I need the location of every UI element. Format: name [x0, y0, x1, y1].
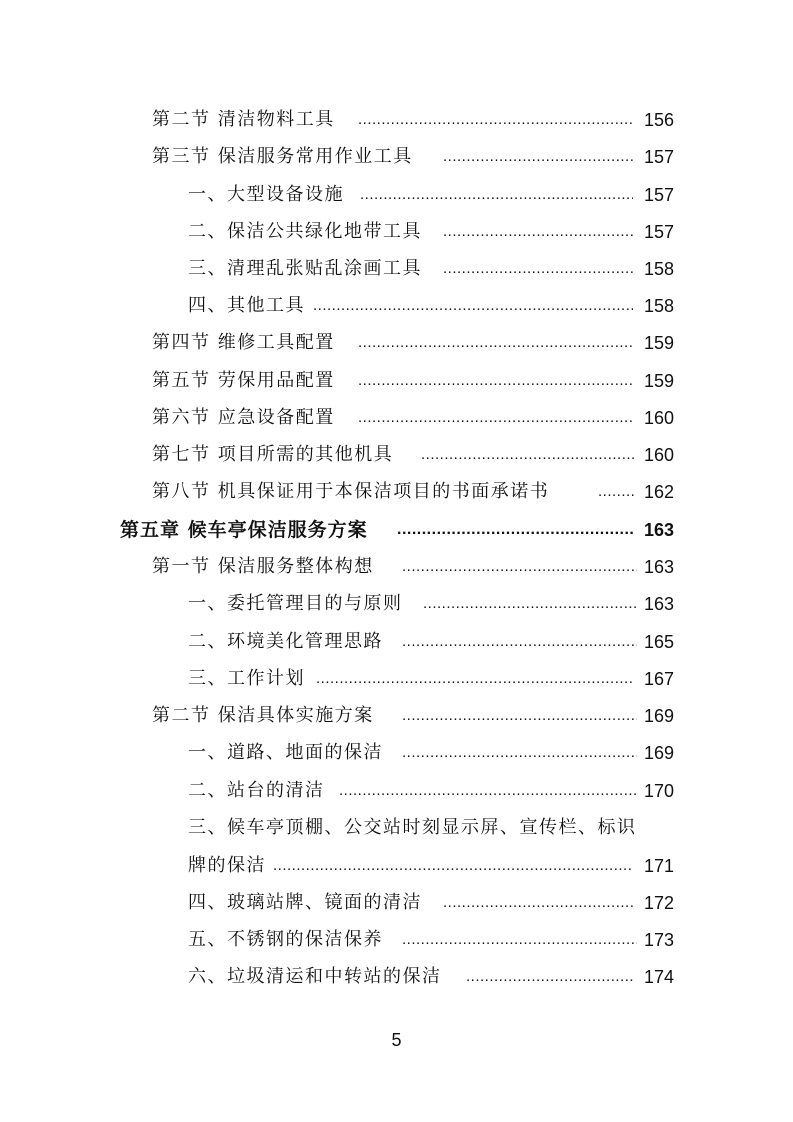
toc-entry-title: 第三节 保洁服务常用作业工具 — [152, 146, 413, 167]
dot-leader — [397, 515, 633, 545]
toc-entry-title: 二、站台的清洁 — [188, 780, 325, 801]
toc-entry-title: 四、玻璃站牌、镜面的清洁 — [188, 892, 422, 913]
toc-entry-page: 159 — [643, 371, 674, 391]
toc-entry-continuation: 牌的保洁 — [188, 855, 266, 876]
toc-entry[interactable] — [0, 180, 793, 210]
dot-leader — [358, 105, 633, 135]
dot-leader — [358, 328, 633, 358]
toc-entry-title: 四、其他工具 — [188, 295, 305, 316]
toc-entry[interactable] — [0, 440, 793, 470]
toc-entry-page: 160 — [643, 408, 674, 428]
toc-entry-page: 173 — [643, 930, 674, 950]
toc-entry-title: 五、不锈钢的保洁保养 — [188, 929, 383, 950]
toc-entry-title: 第六节 应急设备配置 — [152, 407, 335, 428]
toc-entry-page: 174 — [643, 967, 674, 987]
toc-entry-page: 163 — [643, 520, 674, 540]
dot-leader — [339, 776, 637, 806]
toc-entry-page: 158 — [643, 259, 674, 279]
dot-leader — [316, 664, 633, 694]
toc-entry-title: 第七节 项目所需的其他机具 — [152, 444, 394, 465]
dot-leader — [273, 851, 633, 881]
toc-entry-title: 六、垃圾清运和中转站的保洁 — [188, 966, 442, 987]
toc-entry-page: 172 — [643, 893, 674, 913]
toc-entry[interactable] — [0, 627, 793, 657]
toc-entry-page: 159 — [643, 333, 674, 353]
toc-entry-title: 第二节 保洁具体实施方案 — [152, 705, 374, 726]
toc-entry-page: 160 — [643, 445, 674, 465]
toc-entry[interactable] — [0, 962, 793, 992]
dot-leader — [443, 142, 633, 172]
toc-entry-title: 三、候车亭顶棚、公交站时刻显示屏、宣传栏、标识 — [188, 817, 637, 838]
toc-entry-page: 169 — [643, 706, 674, 726]
toc-entry-title: 第二节 清洁物料工具 — [152, 109, 335, 130]
toc-entry-continuation-row — [0, 851, 793, 881]
toc-entry[interactable] — [0, 254, 793, 284]
toc-entry-title: 三、工作计划 — [188, 668, 305, 689]
toc-entry[interactable] — [0, 589, 793, 619]
toc-entry[interactable] — [0, 664, 793, 694]
dot-leader — [402, 925, 637, 955]
toc-entry-page: 162 — [643, 482, 674, 502]
toc-entry-title: 二、保洁公共绿化地带工具 — [188, 221, 422, 242]
toc-chapter-entry[interactable] — [0, 515, 793, 545]
toc-entry-title: 一、大型设备设施 — [188, 184, 344, 205]
toc-entry-page: 170 — [643, 781, 674, 801]
toc-entry-page: 163 — [643, 557, 674, 577]
toc-entry[interactable] — [0, 925, 793, 955]
toc-entry-page: 163 — [643, 594, 674, 614]
toc-entry-title: 第五章 候车亭保洁服务方案 — [120, 519, 368, 541]
toc-entry-page: 171 — [643, 856, 674, 876]
dot-leader — [360, 180, 633, 210]
toc-entry[interactable] — [0, 552, 793, 582]
dot-leader — [598, 477, 634, 507]
dot-leader — [466, 962, 633, 992]
toc-entry-title: 第八节 机具保证用于本保洁项目的书面承诺书 — [152, 481, 550, 502]
toc-entry-title: 一、道路、地面的保洁 — [188, 742, 383, 763]
toc-entry[interactable] — [0, 366, 793, 396]
page-number: 5 — [391, 1030, 402, 1050]
toc-entry[interactable] — [0, 291, 793, 321]
dot-leader — [402, 738, 637, 768]
toc-entry-page: 157 — [643, 147, 674, 167]
dot-leader — [421, 440, 637, 470]
dot-leader — [443, 888, 633, 918]
dot-leader — [402, 627, 637, 657]
dot-leader — [402, 552, 637, 582]
toc-entry-page: 157 — [643, 185, 674, 205]
toc-entry-page: 157 — [643, 222, 674, 242]
toc-entry-title: 三、清理乱张贴乱涂画工具 — [188, 258, 422, 279]
toc-entry-page: 165 — [643, 632, 674, 652]
toc-entry-title: 第五节 劳保用品配置 — [152, 370, 335, 391]
toc-entry[interactable] — [0, 142, 793, 172]
toc-entry-page: 156 — [643, 110, 674, 130]
toc-entry[interactable] — [0, 403, 793, 433]
dot-leader — [443, 217, 633, 247]
toc-entry-multiline[interactable] — [0, 813, 793, 883]
dot-leader — [358, 403, 633, 433]
dot-leader — [402, 701, 637, 731]
toc-entry[interactable] — [0, 888, 793, 918]
toc-entry[interactable] — [0, 328, 793, 358]
toc-entry[interactable] — [0, 701, 793, 731]
toc-entry[interactable] — [0, 477, 793, 507]
toc-entry[interactable] — [0, 105, 793, 135]
dot-leader — [423, 589, 637, 619]
toc-entry[interactable] — [0, 776, 793, 806]
toc-entry-title: 二、环境美化管理思路 — [188, 631, 383, 652]
toc-entry[interactable] — [0, 738, 793, 768]
dot-leader — [313, 291, 633, 321]
dot-leader — [443, 254, 633, 284]
toc-entry-title: 一、委托管理目的与原则 — [188, 593, 403, 614]
toc-entry-page: 167 — [643, 669, 674, 689]
toc-entry-page: 169 — [643, 743, 674, 763]
toc-entry-page: 158 — [643, 296, 674, 316]
dot-leader — [358, 366, 633, 396]
toc-entry[interactable] — [0, 217, 793, 247]
toc-entry-title: 第四节 维修工具配置 — [152, 332, 335, 353]
toc-entry-title: 第一节 保洁服务整体构想 — [152, 556, 374, 577]
